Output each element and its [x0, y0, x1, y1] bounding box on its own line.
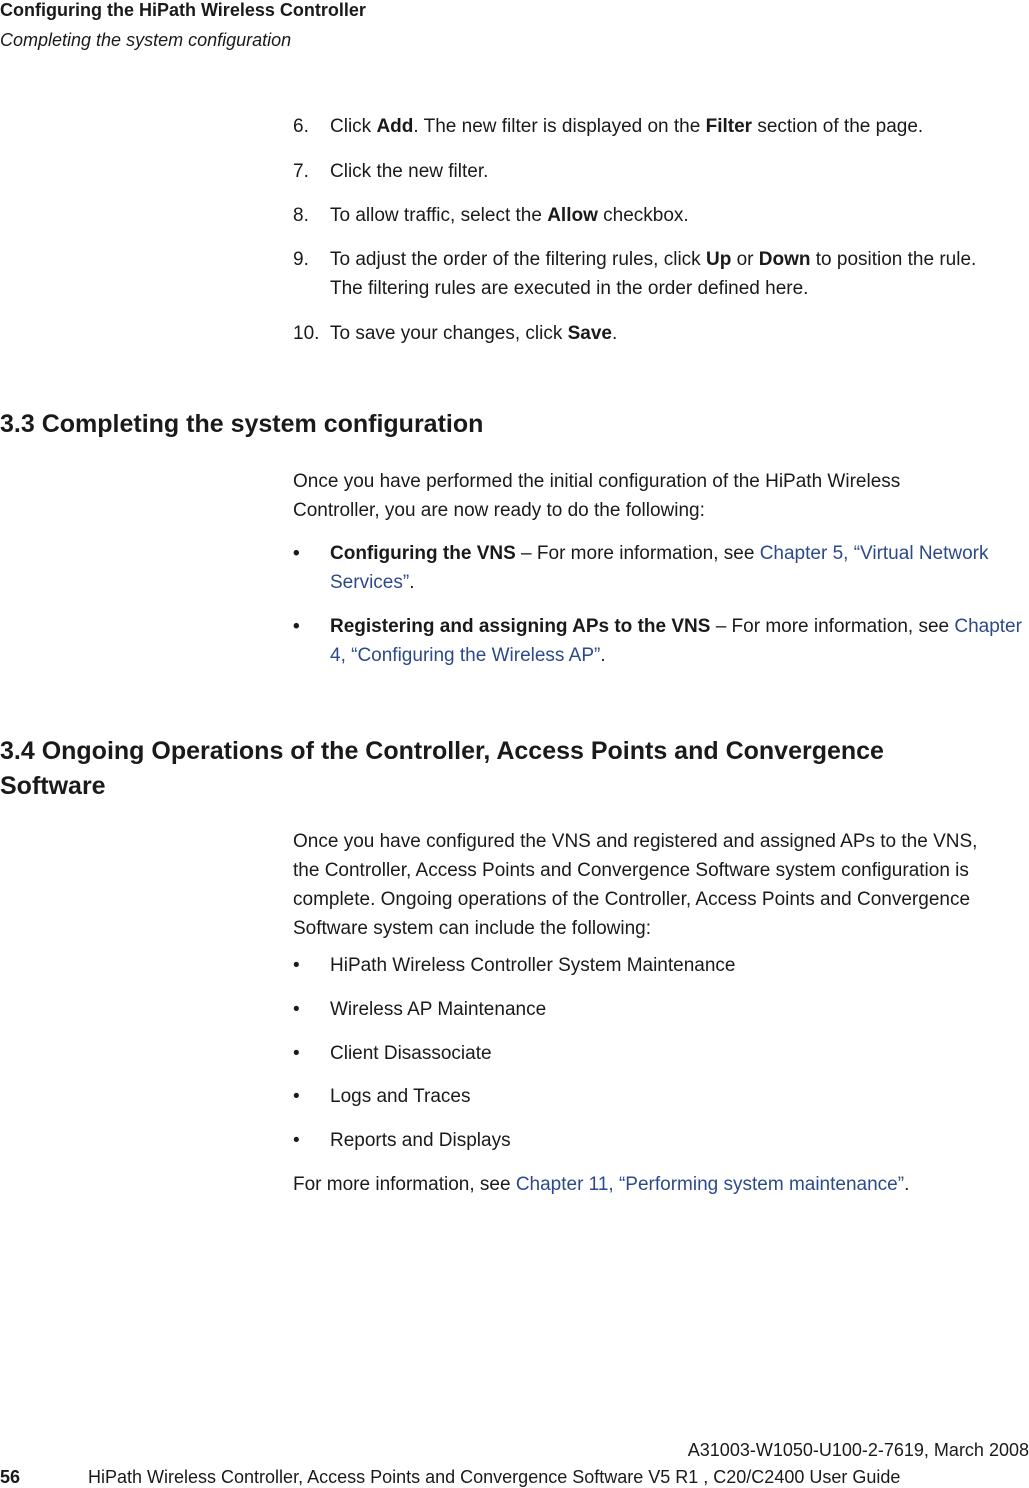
chapter-4-link[interactable]: Chapter 4, “Configuring the Wireless AP”: [330, 616, 1022, 666]
section-3-4-more-info: For more information, see Chapter 11, “Performing system maintenance”.: [293, 1174, 910, 1195]
footer-document-id: A31003-W1050-U100-2-7619, March 2008: [687, 1440, 1029, 1460]
step-7: 7. Click the new filter.: [293, 161, 489, 182]
section-3-3-intro: Once you have performed the initial configuration of the HiPath Wireless Controller, you are now ready to do the following:: [293, 471, 901, 521]
page-number: 56: [0, 1467, 21, 1487]
step-6: 6. Click Add. The new filter is displayed on the Filter section of the page.: [293, 116, 924, 137]
section-3-4-paragraph: Once you have configured the VNS and registered and assigned APs to the VNS, the Controller, Access Points and Convergence Software system configuration is complete. Ongoing operations of the Controller, Access Points and Convergence Software system can include the following:: [293, 831, 978, 939]
chapter-11-link[interactable]: Chapter 11, “Performing system maintenance”: [515, 1174, 905, 1195]
running-header-title: Configuring the HiPath Wireless Controller: [0, 0, 366, 20]
section-3-4-heading: 3.4 Ongoing Operations of the Controller, Access Points and Convergence Software: [0, 737, 884, 800]
footer-guide-title: HiPath Wireless Controller, Access Points and Convergence Software V5 R1 , C20/C2400 User Guide: [88, 1467, 901, 1487]
step-8: 8. To allow traffic, select the Allow checkbox.: [293, 205, 689, 226]
chapter-5-link[interactable]: Chapter 5, “Virtual Network Services”: [330, 543, 989, 593]
section-3-3-heading: 3.3 Completing the system configuration: [0, 410, 484, 438]
running-header-subtitle: Completing the system configuration: [0, 30, 292, 50]
step-9: 9. To adjust the order of the filtering rules, click Up or Down to position the rule. The filtering rules are executed in the order defined here.: [293, 249, 977, 299]
footer-line: [0, 1467, 1029, 1488]
step-10: 10. To save your changes, click Save.: [293, 323, 618, 344]
